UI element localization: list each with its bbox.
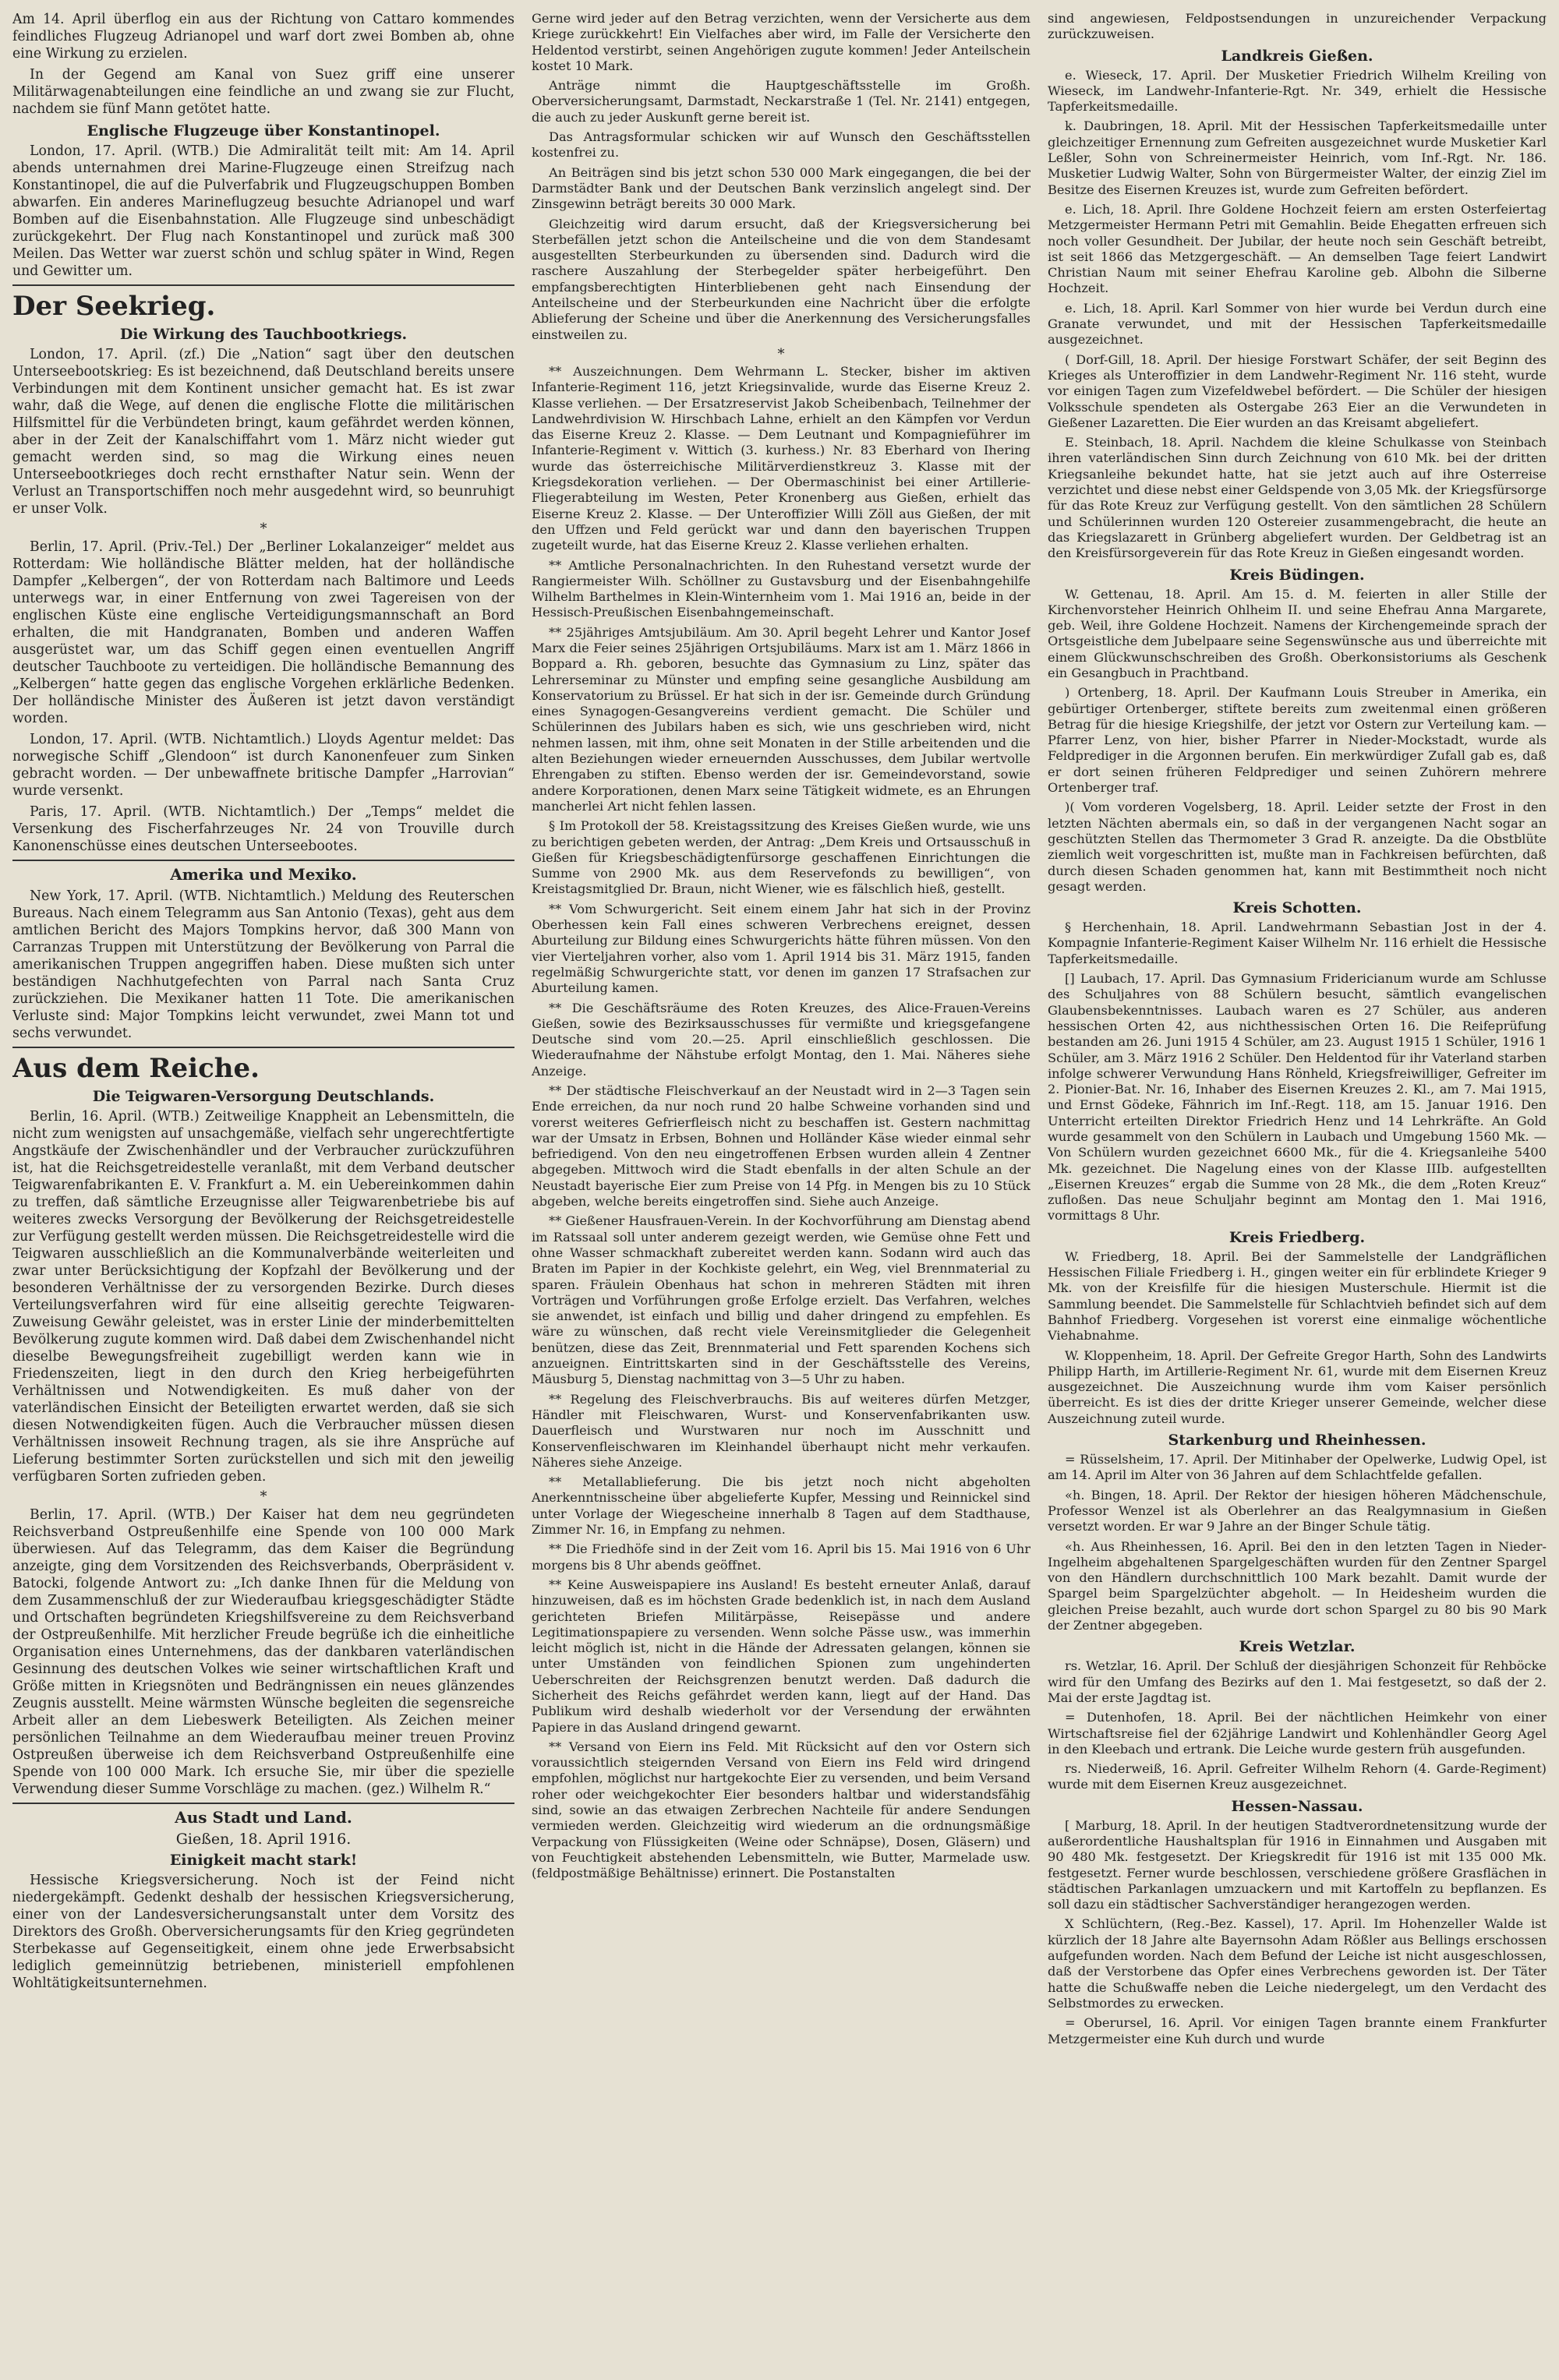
separator-star: * [260,1488,267,1505]
news-item: ** Gießener Hausfrauen-Verein. In der Kochvorführung am Dienstag abend im Ratssaal soll unter anderem gezeigt werden, wie Gemüse ohne Fett und ohne Wasser schmackhaft zubereitet werden kann. Sodann wird auch das Braten im Papier in der Kochkiste gelehrt, ein Weg, viel Brennmaterial zu sparen. Fräulein Obenhaus hat schon in mehreren Städten mit ihren Vorträgen und Vorführungen große Erfolge erzielt. Das Verfahren, welches sie anwendet, ist einfach und billig und daher dringend zu empfehlen. Es wäre zu wünschen, daß recht viele Vereinsmitglieder die Gelegenheit benützen, diese das Zeit, Brennmaterial und Fett sparenden Kochens sich anzueignen. Eintrittskarten sind in der Geschäftsstelle des Vereins, Mäusburg 5, Dienstag nachmittag von 3—5 Uhr zu haben. [532,1213,1030,1387]
section-heading: Starkenburg und Rheinhessen. [1168,1432,1426,1450]
article-paragraph: Gleichzeitig wird darum ersucht, daß der Kriegsversicherung bei Sterbefällen jetzt schon die Anteilscheine und die von dem Standesamt ausgestellten Sterbeurkunden zu übersenden sind. Dadurch wird die raschere Auszahlung der Sterbegelder später herbeigeführt. Den empfangsberechtigten Hinterbliebenen geht nach Einsendung der Anteilscheine und der Sterbeurkunden eine Nachricht über die erfolgte Ablieferung der Scheine und über die Anerkennung des Versicherungsfalles einstweilen zu. [532,216,1030,342]
article-paragraph: Berlin, 17. April. (WTB.) Der Kaiser hat dem neu gegründeten Reichsverband Ostpreußenhilfe eine Spende von 100 000 Mark überwiesen. Auf das Telegramm, das dem Kaiser die Begründung anzeigte, ging dem Vorsitzenden des Reichsverbands, Oberpräsident v. Batocki, folgende Antwort zu: „Ich danke Ihnen für die Meldung von dem Zusammenschluß der zur Wiederaufbau kriegsgeschädigter Städte und Ortschaften begründeten Kriegshilfsvereine zu dem Reichsverband der Ostpreußenhilfe. Mit herzlicher Freude begrüße ich die einheitliche Organisation eines Unternehmens, das der dankbaren vaterländischen Gesinnung des deutschen Volkes wie seiner wirtschaftlichen Kraft und Größe mitten in Kriegsnöten und Bedrängnissen ein neues glänzendes Zeugnis ausstellt. Meine wärmsten Wünsche begleiten die segensreiche Arbeit aller an dem Liebeswerk Beteiligten. Als Zeichen meiner persönlichen Teilnahme an dem Wiederaufbau meiner treuen Provinz Ostpreußen überweise ich dem Reichsverband Ostpreußenhilfe eine Spende von 100 000 Mark. Ich ersuche Sie, mir über die spezielle Verwendung dieser Summe Vorschläge zu machen. (gez.) Wilhelm R.“ [12,1507,514,1797]
news-item: ** Der städtische Fleischverkauf an der Neustadt wird in 2—3 Tagen sein Ende erreichen, da nur noch rund 20 halbe Schweine vorhanden sind und vorerst weiteres Gefrierfleisch nicht zu beschaffen ist. Gestern nachmittag war der Umsatz in Erbsen, Bohnen und Holländer Käse wieder einmal sehr befriedigend. Von den neu eingetroffenen Erbsen wurden allein 4 Zentner abgegeben. Mittwoch wird die Stadt ebenfalls in der alten Schule an der Neustadt bayerische Eier zum Preise von 14 Pfg. in Mengen bis zu 10 Stück abgeben, welche bereits eingetroffen sind. Siehe auch Anzeige. [532,1083,1030,1209]
news-item: X Schlüchtern, (Reg.-Bez. Kassel), 17. April. Im Hohenzeller Walde ist kürzlich der 18 Jahre alte Bayernsohn Adam Rößler aus Bellings erschossen aufgefunden worden. Nach dem Befund der Leiche ist nicht ausgeschlossen, daß der Verstorbene das Opfer eines Verbrechens geworden ist. Der Täter hatte die Schußwaffe neben die Leiche niedergelegt, um den Verdacht des Selbstmordes zu erwecken. [1048,1916,1547,2011]
article-heading: Englische Flugzeuge über Konstantinopel. [87,122,440,139]
article-heading: Einigkeit macht stark! [169,1852,358,1869]
news-item: [ Marburg, 18. April. In der heutigen Stadtverordnetensitzung wurde der außerordentliche Haushaltsplan für 1916 in Einnahmen und Ausgaben mit 90 480 Mk. festgesetzt. Der Kriegskredit für 1916 ist mit 135 000 Mk. festgesetzt. Ferner wurde beschlossen, verschiedene größere Grasflächen in städtischen Parkanlagen umzuackern und mit Kartoffeln zu bepflanzen. Es soll dazu ein städtischer Sachverständiger herangezogen werden. [1048,1817,1547,1912]
article-heading: Die Teigwaren-Versorgung Deutschlands. [92,1088,435,1105]
article-paragraph: Berlin, 16. April. (WTB.) Zeitweilige Knappheit an Lebensmitteln, die nicht zum wenigsten auf unsachgemäße, vielfach sehr ungerechtfertigte Angstkäufe der Zwischenhändler und der Verbraucher zurückzuführen ist, hat die Reichsgetreidestelle veranlaßt, mit dem Verband deutscher Teigwarenfabrikanten E. V. Frankfurt a. M. ein Uebereinkommen dahin zu treffen, daß sämtliche Erzeugnisse aller Teigwarenbetriebe bis auf weiteres zwecks Versorgung der Bevölkerung der Reichsgetreidestelle zur Verfügung gestellt werden müssen. Die Reichsgetreidestelle wird die Teigwaren ausschließlich an die Kommunalverbände weiterleiten und zwar unter Berücksichtigung der Kopfzahl der Bevölkerung und der besonderen Verhältnisse der zu versorgenden Bezirke. Durch dieses Verteilungsverfahren wird für eine allseitig gerechte Teigwaren-Zuweisung Gewähr geleistet, was in erster Linie der minderbemittelten Bevölkerung zugute kommen wird. Daß dabei dem Zwischenhandel nicht dieselbe Bewegungsfreiheit zugebilligt werden kann wie in Friedenszeiten, liegt in den durch den Krieg herbeigeführten Verhältnissen und Notwendigkeiten. Es muß daher von der vaterländischen Einsicht der Beteiligten erwartet werden, daß sie sich diesen Notwendigkeiten fügen. Auch die Verbraucher müssen diesen Verhältnissen insoweit Rechnung tragen, als sie ihre Ansprüche auf Lieferung bestimmter Sorten zurückstellen und sich mit den jeweilig verfügbaren Sorten zufrieden geben. [12,1109,514,1485]
column-3 [1045,11,1547,2380]
article-paragraph: Hessische Kriegsversicherung. Noch ist der Feind nicht niedergekämpft. Gedenkt deshalb der hessischen Kriegsversicherung, einer von der Landesversicherungsanstalt unter dem Vorsitz des Direktors des Großh. Oberversicherungsamts für den Krieg gegründeten Sterbekasse auf Gegenseitigkeit, einem ohne jede Erwerbsabsicht lediglich gemeinnützig betriebenen, ministeriell empfohlenen Wohltätigkeitsunternehmen. [12,1873,514,1991]
news-item: rs. Niederweiß, 16. April. Gefreiter Wilhelm Rehorn (4. Garde-Regiment) wurde mit dem Eisernen Kreuz ausgezeichnet. [1048,1761,1547,1792]
news-item: ** 25jähriges Amtsjubiläum. Am 30. April begeht Lehrer und Kantor Josef Marx die Feier seines 25jährigen Ortsjubiläums. Marx ist am 1. März 1866 in Boppard a. Rh. geboren, besuchte das Gymnasium zu Linz, später das Lehrerseminar zu Münster und empfing seine gesangliche Ausbildung am Konservatorium zu Brüssel. Er hat sich in der isr. Gemeinde durch Gründung eines Synagogen-Gesangvereins verdient gemacht. Die Schüler und Schülerinnen des Jubilars haben es sich, wie uns geschrieben wird, nicht nehmen lassen, mit ihm, ohne seit Monaten in der Stille arbeitenden und die alten Beziehungen wieder erneuernden Ausschusses, dem Jubilar wertvolle Ehrengaben zu stiften. Ebenso werden der isr. Gemeindevorstand, sowie andere Korporationen, denen Marx seine Tätigkeit widmete, es an Ehrungen mancherlei Art nicht fehlen lassen. [532,624,1030,814]
section-divider [12,284,514,286]
article-paragraph: Berlin, 17. April. (Priv.-Tel.) Der „Berliner Lokalanzeiger“ meldet aus Rotterdam: Wie holländische Blätter melden, hat der holländische Dampfer „Kelbergen“, der von Rotterdam nach Baltimore und Leeds unterwegs war, in einer Entfernung von zwei Tagereisen von der englischen Küste eine englische Verteidigungsmannschaft an Bord erhalten, die mit Handgranaten, Bomben und anderen Waffen ausgerüstet war, um das Schiff gegen einen eventuellen Angriff deutscher Tauchboote zu verteidigen. Die holländische Bemannung des „Kelbergen“ hatte gegen das englische Vorgehen erklärliche Bedenken. Der holländische Minister des Äußeren ist jetzt davon verständigt worden. [12,539,514,726]
article-paragraph: London, 17. April. (zf.) Die „Nation“ sagt über den deutschen Unterseebootskrieg: Es ist bezeichnend, daß Deutschland bereits unsere Verbindungen mit dem Kontinent unsicher gemacht hat. Es ist zwar wahr, daß die Wege, auf denen die englische Flotte die militärischen Hilfsmittel für die Verbündeten bringt, kaum gefährdet werden können, aber in der Zeit der Kanalschiffahrt vom 1. März nicht wieder gut gemacht werden sind, so mag die Wirkung eines neuen Unterseebootkrieges doch recht ernsthafter Natur sein. Wenn der Verlust an Transportschiffen noch mehr ausgedehnt wird, so beunruhigt er unser Volk. [12,347,514,517]
article-heading: Die Wirkung des Tauchbootkriegs. [119,326,408,343]
news-item: = Dutenhofen, 18. April. Bei der nächtlichen Heimkehr von einer Wirtschaftsreise fiel der 62jährige Landwirt und Kohlenhändler Georg Agel in den Kleebach und ertrank. Die Leiche wurde gestern früh ausgefunden. [1048,1710,1547,1757]
section-heading: Aus dem Reiche. [12,1053,260,1084]
article-paragraph: Paris, 17. April. (WTB. Nichtamtlich.) Der „Temps“ meldet die Versenkung des Fischerfahrzeuges Nr. 24 von Trouville durch Kanonenschüsse eines deutschen Unterseebootes. [12,804,514,854]
article-paragraph: sind angewiesen, Feldpostsendungen in unzureichender Verpackung zurückzuweisen. [1048,11,1547,42]
news-item: )( Vom vorderen Vogelsberg, 18. April. Leider setzte der Frost in den letzten Nächten abermals ein, so daß in der vergangenen Nacht sogar an geschützten Stellen das Thermometer 3 Grad R. anzeigte. Da die Obstblüte ziemlich weit vorgeschritten ist, mußte man in Fachkreisen befürchten, daß durch diesen Schaden genommen hat, kann mit Bestimmtheit noch nicht gesagt werden. [1048,800,1547,894]
article-paragraph: Am 14. April überflog ein aus der Richtung von Cattaro kommendes feindliches Flugzeug Adrianopel und warf dort zwei Bomben ab, ohne eine Wirkung zu erzielen. [12,12,514,62]
dateline: Gießen, 18. April 1916. [175,1831,352,1848]
news-item: ** Versand von Eiern ins Feld. Mit Rücksicht auf den vor Ostern sich voraussichtlich steigernden Versand von Eiern ins Feld wird dringend empfohlen, möglichst nur hartgekochte Eier zu versenden, und beim Versand roher oder weichgekochter Eier besonders haltbar und widerstandsfähig sind, sowie an das etwaigen Zerbrechen Nachteile für andere Sendungen vermieden werden. Gleichzeitig wird wiederum an die ordnungsmäßige Verpackung von Flüssigkeiten (Weine oder Schnäpse), Dosen, Gläsern) und von Feuchtigkeit abstehenden Lebensmitteln, wie Butter, Marmelade usw. (feldpostmäßige Behältnisse) erinnert. Die Postanstalten [532,1739,1030,1881]
section-heading: Kreis Büdingen. [1229,566,1365,584]
section-divider [12,1047,514,1048]
news-item: ** Die Geschäftsräume des Roten Kreuzes, des Alice-Frauen-Vereins Gießen, sowie des Bezirksausschusses für vermißte und kriegsgefangene Deutsche sind vom 20.—25. April einschließlich geschlossen. Die Wiederaufnahme der Nähstube erfolgt Montag, den 1. Mai. Näheres siehe Anzeige. [532,1000,1030,1079]
article-paragraph: Anträge nimmt die Hauptgeschäftsstelle im Großh. Oberversicherungsamt, Darmstadt, Neckarstraße 1 (Tel. Nr. 2141) entgegen, die auch zu jeder Auskunft gerne bereit ist. [532,78,1030,125]
news-item: § Herchenhain, 18. April. Landwehrmann Sebastian Jost in der 4. Kompagnie Infanterie-Regiment Kaiser Wilhelm Nr. 116 erhielt die Hessische Tapferkeitsmedaille. [1048,920,1547,966]
news-item: = Oberursel, 16. April. Vor einigen Tagen brannte einem Frankfurter Metzgermeister eine Kuh durch und wurde [1048,2015,1547,2046]
article-paragraph: New York, 17. April. (WTB. Nichtamtlich.) Meldung des Reuterschen Bureaus. Nach einem Telegramm aus San Antonio (Texas), geht aus dem amtlichen Bericht des Majors Tompkins hervor, daß 300 Mann von Carranzas Truppen mit Unterstützung der Bevölkerung von Parral die amerikanischen Truppen angegriffen haben. Diese mußten sich unter beständigen Nachhutgefechten von Parral nach Santa Cruz zurückziehen. Die Mexikaner hatten 11 Tote. Die amerikanischen Verluste sind: Major Tompkins leicht verwundet, zwei Mann tot und sechs verwundet. [12,888,514,1041]
news-item: e. Wieseck, 17. April. Der Musketier Friedrich Wilhelm Kreiling von Wieseck, im Landwehr-Infanterie-Rgt. Nr. 349, erhielt die Hessische Tapferkeitsmedaille. [1048,67,1547,115]
section-heading: Hessen-Nassau. [1231,1797,1363,1815]
news-item: ** Regelung des Fleischverbrauchs. Bis auf weiteres dürfen Metzger, Händler mit Fleischwaren, Wurst- und Konservenfabrikanten usw. Dauerfleisch und Wurstwaren nur noch im Ausschnitt und Konservenfleischwaren im Kleinhandel überhaupt nicht mehr verkaufen. Näheres siehe Anzeige. [532,1391,1030,1470]
news-item: ** Keine Ausweispapiere ins Ausland! Es besteht erneuter Anlaß, darauf hinzuweisen, daß es im höchsten Grade bedenklich ist, in nach dem Ausland gerichteten Briefen Militärpässe, Reisepässe und andere Legitimationspapiere zu versenden. Wenn solche Pässe usw., was immerhin leicht möglich ist, nicht in die Hände der Adressaten gelangen, können sie unter Umständen von feindlichen Spionen zum ungehinderten Ueberschreiten der Reichsgrenzen benutzt werden. Daß dadurch die Sicherheit des Reichs gefährdet werden kann, liegt auf der Hand. Das Publikum wird deshalb wiederholt vor der Versendung der erwähnten Papiere in das Ausland dringend gewarnt. [532,1577,1030,1735]
section-divider [12,1803,514,1804]
news-item: ( Dorf-Gill, 18. April. Der hiesige Forstwart Schäfer, der seit Beginn des Krieges als Unteroffizier in dem Landwehr-Regiment Nr. 116 steht, wurde vor einigen Tagen zum Vizefeldwebel befördert. — Die Schüler der hiesigen Volksschule spendeten als Ostergabe 263 Eier an die Verwundeten in Gießener Lazaretten. Die Eier wurden an das Kreisamt abgeliefert. [1048,351,1547,430]
news-item: § Im Protokoll der 58. Kreistagssitzung des Kreises Gießen wurde, wie uns zu berichtigen gebeten werden, der Antrag: „Dem Kreis und Ortsausschuß in Gießen für Kriegsbeschädigtenfürsorge geschaffenen Einrichtungen die Summe von 2900 Mk. aus dem Reservefonds zu bewilligen“, von Kreistagsmitglied Dr. Braun, nicht Wiener, wie es fälschlich hieß, gestellt. [532,818,1030,897]
section-heading: Kreis Schotten. [1232,899,1362,917]
news-item: ** Auszeichnungen. Dem Wehrmann L. Stecker, bisher im aktiven Infanterie-Regiment 116, jetzt Kriegsinvalide, wurde das Eiserne Kreuz 2. Klasse verliehen. — Der Ersatzreservist Jakob Scheibenbach, Teilnehmer der Landwehrdivision W. Hirschbach Lahne, erhielt an den Kämpfen vor Verdun das Eiserne Kreuz 2. Klasse. — Dem Leutnant und Kompagnieführer im Infanterie-Regiment v. Wittich (3. kurhess.) Nr. 83 Eberhard von Ihering wurde das österreichische Militärverdienstkreuz 3. Klasse mit der Kriegsdekoration verliehen. — Der Obermaschinist bei einer Artillerie-Fliegerabteilung im Westen, Peter Kronenberg aus Gießen, erhielt das Eiserne Kreuz 2. Klasse. — Der Unteroffizier Willi Zöll aus Gießen, der mit den Uffzen und Feld gerückt war und dann den bayerischen Truppen zugeteilt wurde, hat das Eiserne Kreuz 2. Klasse verliehen erhalten. [532,363,1030,553]
article-paragraph: An Beiträgen sind bis jetzt schon 530 000 Mark eingegangen, die bei der Darmstädter Bank und der Deutschen Bank verzinslich angelegt sind. Der Zinsgewinn beträgt bereits 30 000 Mark. [532,164,1030,212]
article-paragraph: London, 17. April. (WTB. Nichtamtlich.) Lloyds Agentur meldet: Das norwegische Schiff „Glendoon“ ist durch Kanonenfeuer zum Sinken gebracht worden. — Der unbewaffnete britische Dampfer „Harrovian“ wurde versenkt. [12,732,514,799]
article-paragraph: Das Antragsformular schicken wir auf Wunsch den Geschäftsstellen kostenfrei zu. [532,129,1030,161]
news-item: e. Lich, 18. April. Ihre Goldene Hochzeit feiern am ersten Osterfeiertag Metzgermeister Hermann Petri mit Gemahlin. Beide Ehegatten erfreuen sich noch voller Gesundheit. Der Jubilar, der heute noch sein Geschäft betreibt, ist seit 1866 das Metzgergeschäft. — An demselben Tage feiert Landwirt Christian Naum mit seiner Ehefrau Karoline geb. Albohn die Silberne Hochzeit. [1048,201,1547,296]
section-divider [12,860,514,861]
news-item: E. Steinbach, 18. April. Nachdem die kleine Schulkasse von Steinbach ihren vaterländischen Sinn durch Zeichnung von 610 Mk. bei der dritten Kriegsanleihe bekundet hatte, hat sie jetzt auch auf ihre Osterreise verzichtet und diese nebst einer Geldspende von 3,05 Mk. der Kriegsfürsorge für das Rote Kreuz zur Verfügung gestellt. Von den sämtlichen 28 Schülern und Schülerinnen wurden 120 Ostereier zusammengebracht, die heute an das Kriegslazarett in Grünberg abgeliefert wurden. Der Geldbetrag ist an den Kreisfürsorgeverein für das Rote Kreuz in Gießen eingesandt worden. [1048,435,1547,561]
news-item: W. Gettenau, 18. April. Am 15. d. M. feierten in aller Stille der Kirchenvorsteher Heinrich Ohlheim II. und seine Ehefrau Anna Margarete, geb. Weil, ihre Goldene Hochzeit. Namens der Kirchengemeinde sprach der Ortsgeistliche dem Jubelpaare seine Segenswünsche aus und überreichte mit einem Glückwunschschreiben des Großh. Oberkonsistoriums als Geschenk ein Gesangbuch in Prachtband. [1048,586,1547,680]
article-paragraph: Gerne wird jeder auf den Betrag verzichten, wenn der Versicherte aus dem Kriege zurückkehrt! Ein Vielfaches aber wird, im Falle der Versicherte den Heldentod verstirbt, seinen Angehörigen zugute kommen! Jeder Anteilschein kostet 10 Mark. [532,11,1030,73]
news-item: ) Ortenberg, 18. April. Der Kaufmann Louis Streuber in Amerika, ein gebürtiger Ortenberger, stiftete bereits zum zweitenmal einen größeren Betrag für die hiesige Kriegshilfe, der jetzt vor Ostern zur Verteilung kam. — Pfarrer Lenz, von hier, bisher Pfarrer in Nieder-Mockstadt, wurde als Feldprediger in die Argonnen berufen. Ein merkwürdiger Zufall gab es, daß er dort seinen früheren Feldprediger und seinen Zuhörern mehrere Ortenberger traf. [1048,685,1547,796]
section-heading: Landkreis Gießen. [1221,47,1373,65]
news-item: e. Lich, 18. April. Karl Sommer von hier wurde bei Verdun durch eine Granate verwundet, und mit der Hessischen Tapferkeitsmedaille ausgezeichnet. [1048,300,1547,348]
section-heading: Amerika und Mexiko. [170,865,357,884]
news-item: = Rüsselsheim, 17. April. Der Mitinhaber der Opelwerke, Ludwig Opel, ist am 14. April im Alter von 36 Jahren auf dem Schlachtfelde gefallen. [1048,1452,1547,1483]
news-item: ** Die Friedhöfe sind in der Zeit vom 16. April bis 15. Mai 1916 von 6 Uhr morgens bis 8 Uhr abends geöffnet. [532,1541,1030,1573]
separator-star: * [777,345,785,362]
news-item: ** Metallablieferung. Die bis jetzt noch nicht abgeholten Anerkenntnisscheine über abgelieferte Kupfer, Messing und Reinnickel sind unter Vorlage der Wiegescheine innerhalb 8 Tagen auf dem Stadthause, Zimmer Nr. 16, in Empfang zu nehmen. [532,1474,1030,1538]
news-item: [] Laubach, 17. April. Das Gymnasium Fridericianum wurde am Schlusse des Schuljahres von 88 Schülern besucht, sämtlich evangelischen Glaubensbekenntnisses. Laubach waren es 27 Schüler, aus anderen hessischen Orten 42, aus nichthessischen Orten 16. Die Reifeprüfung bestanden am 26. Juni 1915 4 Schüler, am 23. August 1915 1 Schüler, 1916 1 Schüler, am 3. März 1916 2 Schüler. Den Heldentod für ihr Vaterland starben infolge schwerer Verwundung Hans Rönheld, Kriegsfreiwilliger, Gefreiter im 2. Pionier-Bat. Nr. 16, Inhaber des Eisernen Kreuzes 2. Kl., am 7. Mai 1915, und Ernst Gödeke, Fähnrich im Inf.-Regt. 118, am 15. Januar 1916. Den Unterricht erteilten Direktor Friedrich Henz und 14 Lehrkräfte. An Gold wurde gesammelt von den Schülern in Laubach und Umgebung 1560 Mk. — Von Schülern wurden gezeichnet 6600 Mk., für die 4. Kriegsanleihe 5400 Mk. gezeichnet. Die Nagelung eines von der Klasse IIIb. aufgestellten „Eisernen Kreuzes“ ergab die Summe von 28 Mk., die dem „Roten Kreuz“ zufloßen. Das neue Schuljahr beginnt am Montag den 1. Mai 1916, vormittags 8 Uhr. [1048,971,1547,1224]
column-1 [12,11,514,2380]
news-item: ** Vom Schwurgericht. Seit einem einem Jahr hat sich in der Provinz Oberhessen kein Fall eines schweren Verbrechens ereignet, dessen Aburteilung zur Bildung eines Schwurgerichts hätte führen müssen. Von den vier Vierteljahren vorher, also vom 1. April 1914 bis 31. März 1915, fanden regelmäßig Schwurgerichte statt, vor denen im ganzen 17 Strafsachen zur Aburteilung kamen. [532,901,1030,996]
article-paragraph: London, 17. April. (WTB.) Die Admiralität teilt mit: Am 14. April abends unternahmen drei Marine-Flugzeuge einen Streifzug nach Konstantinopel, die auf die Pulverfabrik und Flugzeugschuppen Bomben abwarfen. Ein anderes Marineflugzeug besuchte Adrianopel und warf Bomben auf die Eisenbahnstation. Alle Flugzeuge sind unbeschädigt zurückgekehrt. Der Flug nach Konstantinopel und zurück maß 300 Meilen. Das Wetter war zuerst schön und schlug später in Wind, Regen und Gewitter um. [12,143,514,279]
news-item: «h. Bingen, 18. April. Der Rektor der hiesigen höheren Mädchenschule, Professor Wenzel ist als Oberlehrer an das Realgymnasium in Gießen versetzt worden. Er war 9 Jahre an der Binger Schule tätig. [1048,1487,1547,1534]
news-item: k. Daubringen, 18. April. Mit der Hessischen Tapferkeitsmedaille unter gleichzeitiger Ernennung zum Gefreiten ausgezeichnet wurde Musketier Karl Leßler, Sohn von Schreinermeister Heinrich, vom Inf.-Rgt. Nr. 186. Musketier Ludwig Walter, Sohn von Bürgermeister Walter, der einzig Ziel im Besitze des Eisernen Kreuzes ist, wurde zum Gefreiten befördert. [1048,118,1547,197]
separator-star: * [260,521,267,537]
news-item: ** Amtliche Personalnachrichten. In den Ruhestand versetzt wurde der Rangiermeister Wilh. Schöllner zu Gustavsburg und der Eisenbahngehilfe Wilhelm Barthelmes in Klein-Winternheim vom 1. Mai 1916 an, beide in der Hessisch-Preußischen Eisenbahngemeinschaft. [532,557,1030,620]
news-item: W. Kloppenheim, 18. April. Der Gefreite Gregor Harth, Sohn des Landwirts Philipp Harth, im Artillerie-Regiment Nr. 61, wurde mit dem Eisernen Kreuz ausgezeichnet. Die Auszeichnung wurde ihm vom Kaiser persönlich überreicht. Es ist dies der dritte Krieger unserer Gemeinde, welcher diese Auszeichnung zuteil wurde. [1048,1347,1547,1426]
section-heading: Kreis Friedberg. [1228,1228,1366,1246]
column-2 [529,11,1030,2380]
article-paragraph: In der Gegend am Kanal von Suez griff eine unserer Militärwagenabteilungen eine feindliche an und zwang sie zur Flucht, nachdem sie fünf Mann getötet hatte. [12,67,514,117]
section-heading: Der Seekrieg. [12,291,216,322]
section-heading: Kreis Wetzlar. [1239,1638,1356,1656]
news-item: W. Friedberg, 18. April. Bei der Sammelstelle der Landgräflichen Hessischen Filiale Friedberg i. H., gingen weiter ein für erblindete Krieger 9 Mk. von der Kreisfilfe für die hiesigen Musterschule. Hiermit ist die Sammlung beendet. Die Sammelstelle für Schlachtvieh befindet sich auf dem Bahnhof Friedberg. Vorgesehen ist vorerst eine einmalige wöchentliche Viehabnahme. [1048,1248,1547,1344]
news-item: rs. Wetzlar, 16. April. Der Schluß der diesjährigen Schonzeit für Rehböcke wird für den Umfang des Bezirks auf den 1. Mai festgesetzt, so daß der 2. Mai der erste Jagdtag ist. [1048,1658,1547,1705]
news-item: «h. Aus Rheinhessen, 16. April. Bei den in den letzten Tagen in Nieder-Ingelheim abgehaltenen Spargelgeschäften wurden für den Zentner Spargel von den Händlern durchschnittlich 100 Mark bezahlt. Damit wurde der Spargel beim Spargelzüchter abgeholt. — In Heidesheim wurden die gleichen Preise bezahlt, auch wurde dort schon Spargel zu 80 bis 90 Mark der Zentner abgegeben. [1048,1538,1547,1633]
section-heading: Aus Stadt und Land. [175,1808,352,1827]
